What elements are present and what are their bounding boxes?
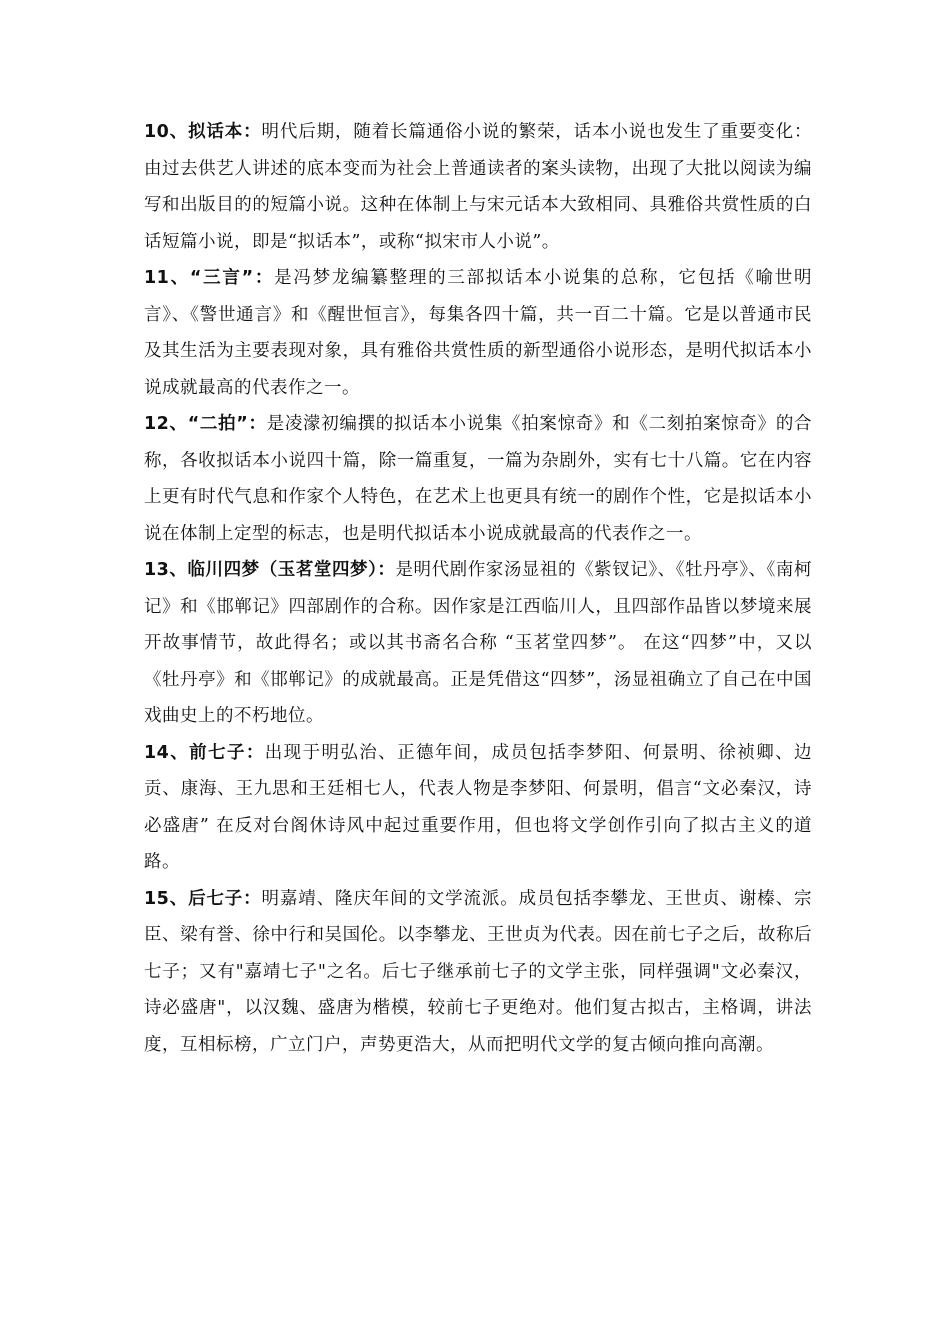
entry-text: 是凌濛初编撰的拟话本小说集《拍案惊奇》和《二刻拍案惊奇》的合称，各收拟话本小说四十篇，除一篇重复，一篇为杂剧外，实有七十八篇。它在内容上更有时代气息和作家个人特色，在艺术上也更具有统一的剧作个性，它是拟话本小说在体制上定型的标志，也是明代拟话本小说成就最高的代表作之一。 [144,414,813,544]
entry-term: 14、前七子： [144,742,265,763]
entry-13 [144,552,812,735]
entry-term: 15、后七子： [144,888,262,909]
entry-12 [144,406,812,552]
document-body [144,114,812,1063]
entry-15 [144,881,812,1064]
entry-term: 10、拟话本： [144,122,262,142]
entry-text: 出现于明弘治、正德年间，成员包括李梦阳、何景明、徐祯卿、边贡、康海、王九思和王廷相七人，代表人物是李梦阳、何景明，倡言“文必秦汉，诗必盛唐” 在反对台阁休诗风中起过重要作用，但也将文学创作引向了拟古主义的道路。 [144,742,812,872]
entry-term: 12、“二拍”： [144,414,267,434]
entry-text: 是冯梦龙编纂整理的三部拟话本小说集的总称，它包括《喻世明言》、《警世通言》和《醒世恒言》，每集各四十篇，共一百二十篇。它是以普通市民及其生活为主要表现对象，具有雅俗共赏性质的新型通俗小说形态，是明代拟话本小说成就最高的代表作之一。 [144,268,813,398]
entry-term: 13、临川四梦（玉茗堂四梦）： [144,560,396,580]
entry-10 [144,114,812,260]
entry-14 [144,735,812,881]
entry-11 [144,260,812,406]
entry-text: 明嘉靖、隆庆年间的文学流派。成员包括李攀龙、王世贞、谢榛、宗臣、梁有誉、徐中行和吴国伦。以李攀龙、王世贞为代表。因在前七子之后，故称后七子；又有"嘉靖七子"之名。后七子继承前七子的文学主张，同样强调"文必秦汉，诗必盛唐"，以汉魏、盛唐为楷模，较前七子更绝对。他们复古拟古，主格调，讲法度，互相标榜，广立门户，声势更浩大，从而把明代文学的复古倾向推向高潮。 [144,888,813,1055]
entry-text: 明代后期，随着长篇通俗小说的繁荣，话本小说也发生了重要变化：由过去供艺人讲述的底本变而为社会上普通读者的案头读物，出现了大批以阅读为编写和出版目的的短篇小说。这种在体制上与宋元话本大致相同、具雅俗共赏性质的白话短篇小说，即是“拟话本”，或称“拟宋市人小说”。 [144,122,813,252]
entry-term: 11、“三言”： [144,268,275,288]
entry-text: 是明代剧作家汤显祖的《紫钗记》、《牡丹亭》、《南柯记》和《邯郸记》四部剧作的合称。因作家是江西临川人，且四部作品皆以梦境来展开故事情节，故此得名；或以其书斋名合称 “玉茗堂四梦”。 在这“四梦”中，又以《牡丹亭》和《邯郸记》的成就最高。正是凭借这“四梦”，汤显祖确立了自己在中国戏曲史上的不朽地位。 [144,560,812,726]
